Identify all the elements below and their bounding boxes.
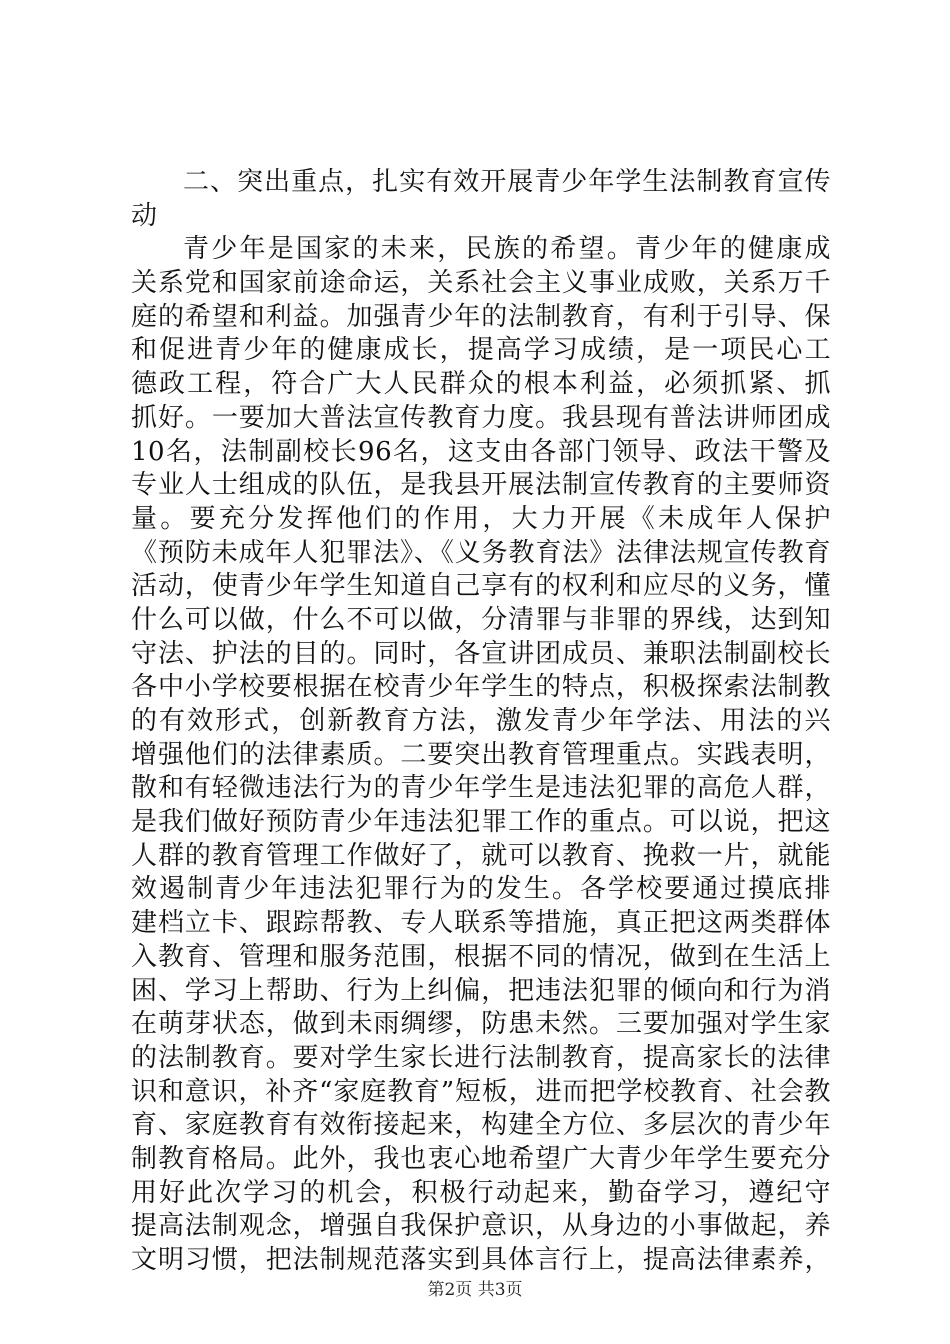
paragraph-line: 德政工程，符合广大人民群众的根本利益，必须抓紧、抓 bbox=[131, 369, 831, 400]
paragraph-line: 制教育格局。此外，我也衷心地希望广大青少年学生要充分 bbox=[131, 1143, 831, 1174]
page-number-footer: 第2页 共3页 bbox=[427, 1280, 523, 1300]
paragraph-line: 用好此次学习的机会，积极行动起来，勤奋学习，遵纪守 bbox=[131, 1177, 831, 1208]
paragraph-line: 入教育、管理和服务范围，根据不同的情况，做到在生活上 bbox=[131, 941, 831, 972]
paragraph-line: 的有效形式，创新教育方法，激发青少年学法、用法的兴 bbox=[131, 706, 831, 736]
paragraph-line: 10名，法制副校长96名，这支由各部门领导、政法干警及 bbox=[131, 436, 831, 467]
paragraph-line: 在萌芽状态，做到未雨绸缪，防患未然。三要加强对学生家 bbox=[131, 1009, 831, 1040]
paragraph-line: 人群的教育管理工作做好了，就可以教育、挽救一片，就能 bbox=[131, 840, 831, 871]
section-heading-line-2: 动 bbox=[131, 200, 158, 231]
paragraph-line: 增强他们的法律素质。二要突出教育管理重点。实践表明， bbox=[131, 739, 831, 770]
paragraph-line: 文明习惯，把法制规范落实到具体言行上，提高法律素养， bbox=[131, 1245, 831, 1275]
paragraph-line: 识和意识，补齐“家庭教育”短板，进而把学校教育、社会教 bbox=[131, 1076, 831, 1107]
paragraph-line: 活动，使青少年学生知道自己享有的权利和应尽的义务，懂 bbox=[131, 571, 831, 602]
paragraph-line: 效遏制青少年违法犯罪行为的发生。各学校要通过摸底排 bbox=[131, 874, 831, 905]
paragraph-line: 关系党和国家前途命运，关系社会主义事业成败，关系万千 bbox=[131, 268, 831, 299]
paragraph-line: 的法制教育。要对学生家长进行法制教育，提高家长的法律 bbox=[131, 1042, 831, 1073]
paragraph-line: 抓好。一要加大普法宣传教育力度。我县现有普法讲师团成 bbox=[131, 402, 831, 433]
paragraph-line: 育、家庭教育有效衔接起来，构建全方位、多层次的青少年 bbox=[131, 1110, 831, 1141]
paragraph-line: 青少年是国家的未来，民族的希望。青少年的健康成 bbox=[183, 234, 831, 265]
paragraph-line: 是我们做好预防青少年违法犯罪工作的重点。可以说，把这 bbox=[131, 807, 831, 838]
paragraph-line: 守法、护法的目的。同时，各宣讲团成员、兼职法制副校长 bbox=[131, 638, 831, 669]
paragraph-line: 什么可以做，什么不可以做，分清罪与非罪的界线，达到知 bbox=[131, 604, 831, 635]
paragraph-line: 专业人士组成的队伍，是我县开展法制宣传教育的主要师资 bbox=[131, 470, 831, 501]
paragraph-line: 和促进青少年的健康成长，提高学习成绩，是一项民心工 bbox=[131, 335, 831, 366]
paragraph-line: 提高法制观念，增强自我保护意识，从身边的小事做起，养 bbox=[131, 1211, 831, 1242]
section-heading-line-1: 二、突出重点，扎实有效开展青少年学生法制教育宣传 bbox=[183, 167, 831, 197]
paragraph-line: 《预防未成年人犯罪法》、《义务教育法》法律法规宣传教育 bbox=[131, 537, 831, 568]
paragraph-line: 庭的希望和利益。加强青少年的法制教育，有利于引导、保 bbox=[131, 301, 831, 332]
paragraph-line: 各中小学校要根据在校青少年学生的特点，积极探索法制教 bbox=[131, 672, 831, 703]
paragraph-line: 散和有轻微违法行为的青少年学生是违法犯罪的高危人群， bbox=[131, 773, 831, 804]
paragraph-line: 量。要充分发挥他们的作用，大力开展《未成年人保护 bbox=[131, 503, 831, 534]
paragraph-line: 困、学习上帮助、行为上纠偏，把违法犯罪的倾向和行为消 bbox=[131, 975, 831, 1006]
document-body bbox=[131, 166, 831, 1278]
paragraph-line: 建档立卡、跟踪帮教、专人联系等措施，真正把这两类群体 bbox=[131, 908, 831, 939]
